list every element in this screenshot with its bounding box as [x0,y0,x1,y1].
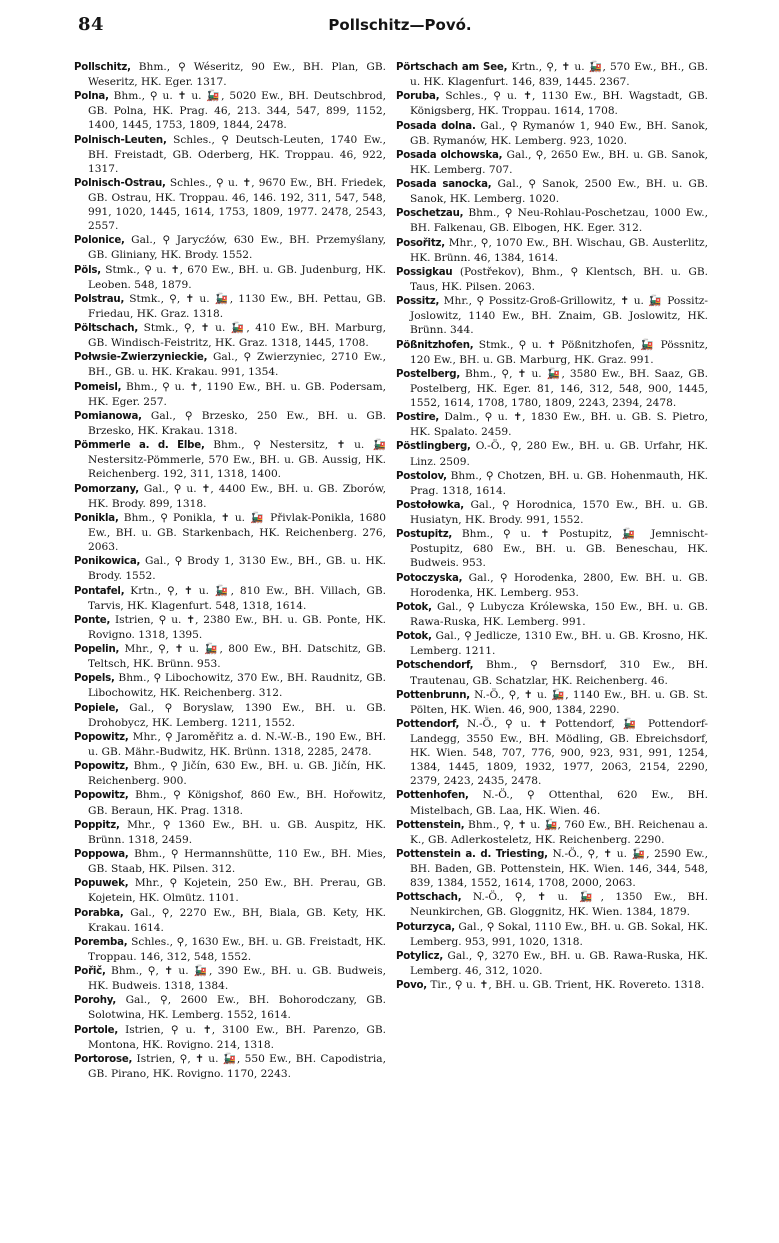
directory-entry [74,482,386,511]
entry-text: Gal., ⚲ Brody 1, 3130 Ew., BH., GB. u. HK. Brody. 1552. [88,555,386,583]
directory-entry [74,263,386,292]
directory-entry [396,658,708,687]
directory-entry [74,380,386,409]
entry-headword: Pottenstein a. d. Triesting, [396,849,548,861]
entry-headword: Possitz, [396,296,440,308]
entry-text: Gal., ⚲ Boryslaw, 1390 Ew., BH. u. GB. Drohobycz, HK. Lemberg. 1211, 1552. [88,701,386,729]
right-column [396,60,708,1240]
directory-entry [396,119,708,148]
entry-text: Gal., ⚲, 2270 Ew., BH, Biala, GB. Kety, HK. Krakau. 1614. [88,906,386,934]
entry-text: Mhr., ⚲, ✝ u. 🚂, 800 Ew., BH. Datschitz, GB. Teltsch, HK. Brünn. 953. [88,643,386,671]
left-column [74,60,386,1240]
entry-headword: Połwsie-Zwierzynieckie, [74,352,208,364]
running-head: Pollschitz—Povó. [328,16,472,34]
entry-headword: Pöls, [74,264,101,276]
directory-entry [396,469,708,498]
entry-headword: Postire, [396,412,440,424]
directory-entry [74,438,386,481]
entry-headword: Postołowka, [396,500,464,512]
entry-text: O.-Ö., ⚲, 280 Ew., BH. u. GB. Urfahr, HK. Linz. 2509. [410,440,708,468]
directory-entry [396,294,708,337]
directory-entry [396,890,708,919]
directory-entry [396,60,708,89]
entry-text: Krtn., ⚲, ✝ u. 🚂, 810 Ew., BH. Villach, GB. Tarvis, HK. Klagenfurt. 548, 1318, 1614. [88,584,386,612]
entry-text: Mhr., ⚲ Jaroměřitz a. d. N.-W.-B., 190 Ew., BH. u. GB. Mähr.-Budwitz, HK. Brünn. 1318, 2285, 2478. [88,730,386,758]
entry-headword: Pomeisl, [74,381,122,393]
entry-headword: Posada dolna. [396,120,476,132]
directory-entry [74,409,386,438]
directory-entry [74,906,386,935]
entry-text: Gal., ⚲ Zwierzyniec, 2710 Ew., BH., GB. u. HK. Krakau. 991, 1354. [88,351,386,379]
entry-headword: Polstrau, [74,293,125,305]
entry-headword: Pottenstein, [396,819,465,831]
entry-text: Gal., ⚲ Jarycźów, 630 Ew., BH. Przemyślany, GB. Gliniany, HK. Brody. 1552. [88,234,386,262]
directory-entry [396,148,708,177]
directory-entry [74,935,386,964]
entry-headword: Poruba, [396,91,440,103]
entry-headword: Polonice, [74,235,125,247]
entry-text: Gal., ⚲ Horodenka, 2800, Ew. BH. u. GB. Horodenka, HK. Lemberg. 953. [410,571,708,599]
entry-headword: Pottenbrunn, [396,689,470,701]
entry-text: Mhr., ⚲ Kojetein, 250 Ew., BH. Prerau, GB. Kojetein, HK. Olmütz. 1101. [88,877,386,905]
directory-entry [74,1023,386,1052]
entry-text: Stmk., ⚲ u. ✝, 670 Ew., BH. u. GB. Judenburg, HK. Leoben. 548, 1879. [88,263,386,291]
entry-text: Gal., ⚲ Sanok, 2500 Ew., BH. u. GB. Sanok, HK. Lemberg. 1020. [410,178,708,206]
entry-headword: Ponikla, [74,512,119,524]
entry-headword: Popowitz, [74,790,129,802]
entry-text: N.-Ö., ⚲ u. ✝ Pottendorf, 🚂 Pottendorf-Landegg, 3550 Ew., BH. Mödling, GB. Ebreichsdorf, HK. Wien. 548, 707, 776, 900, 923, 931, 991, 1254, 1384, 1445, 1809, 1932, 1977, 2063, 2154, 2290, 2379, 2423, 2435, 2478. [410,718,708,788]
entry-headword: Postupitz, [396,529,453,541]
entry-headword: Posada sanocka, [396,179,492,191]
directory-entry [74,759,386,788]
entry-headword: Postelberg, [396,368,460,380]
entry-headword: Popiele, [74,702,119,714]
directory-entry [74,89,386,132]
entry-headword: Poturzyca, [396,921,455,933]
entry-headword: Povo, [396,980,427,992]
entry-text: Bhm., ⚲ Libochowitz, 370 Ew., BH. Raudnitz, GB. Libochowitz, HK. Reichenberg. 312. [88,672,386,700]
entry-text: Bhm., ⚲ Neu-Rohlau-Poschetzau, 1000 Ew., BH. Falkenau, GB. Elbogen, HK. Eger. 312. [410,207,708,235]
entry-headword: Popowitz, [74,731,129,743]
entry-headword: Potoczyska, [396,572,463,584]
entry-text: Gal., ⚲ Lubycza Królewska, 150 Ew., BH. u. GB. Rawa-Ruska, HK. Lemberg. 991. [410,600,708,628]
directory-entry [74,350,386,379]
entry-text: Bhm., ⚲, ✝ u. 🚂, 760 Ew., BH. Reichenau a. K., GB. Adlerkosteletz, HK. Reichenberg. 2290. [410,818,708,846]
entry-text: Gal., ⚲, 3270 Ew., BH. u. GB. Rawa-Ruska, HK. Lemberg. 46, 312, 1020. [410,949,708,977]
directory-entry [396,527,708,570]
directory-entry [396,89,708,118]
entry-text: Bhm., ⚲ Nestersitz, ✝ u. 🚂 Nestersitz-Pömmerle, 570 Ew., BH. u. GB. Aussig, HK. Reichenberg. 192, 311, 1318, 1400. [88,439,386,481]
directory-entry [396,788,708,817]
page-number: 84 [78,14,105,35]
entry-text: Bhm., ⚲ Wéseritz, 90 Ew., BH. Plan, GB. Weseritz, HK. Eger. 1317. [88,61,386,89]
entry-headword: Popelin, [74,644,120,656]
entry-headword: Popuwek, [74,878,129,890]
directory-entry [74,511,386,554]
entry-text: Bhm., ⚲ Ponikla, ✝ u. 🚂 Přivlak-Ponikla, 1680 Ew., BH. u. GB. Starkenbach, HK. Reichenberg. 276, 2063. [88,511,386,553]
directory-entry [74,642,386,671]
directory-entry [396,206,708,235]
entry-headword: Posořitz, [396,237,445,249]
entry-headword: Polna, [74,91,109,103]
entry-text: Bhm., ⚲ Königshof, 860 Ew., BH. Hořowitz, GB. Beraun, HK. Prag. 1318. [88,789,386,817]
entry-text: N.-Ö., ⚲, ✝ u. 🚂, 1140 Ew., BH. u. GB. St. Pölten, HK. Wien. 46, 900, 1384, 2290. [410,688,708,716]
entry-headword: Pomorzany, [74,483,139,495]
entry-text: Istrien, ⚲ u. ✝, 2380 Ew., BH. u. GB. Ponte, HK. Rovigno. 1318, 1395. [88,613,386,641]
entry-text: Mhr., ⚲ Possitz-Groß-Grillowitz, ✝ u. 🚂 Possitz-Joslowitz, 1140 Ew., BH. Znaim, GB. Joslowitz, HK. Brünn. 344. [410,295,708,337]
directory-entry [396,367,708,410]
directory-entry [396,978,708,993]
directory-entry [74,964,386,993]
entry-text: Bhm., ⚲ Bernsdorf, 310 Ew., BH. Trautenau, GB. Schatzlar, HK. Reichenberg. 46. [410,659,708,687]
entry-headword: Ponte, [74,614,111,626]
entry-headword: Pöltschach, [74,323,139,335]
entry-headword: Poppowa, [74,849,129,861]
directory-entry [396,439,708,468]
directory-entry [74,788,386,817]
entry-headword: Poremba, [74,936,128,948]
directory-entry [74,701,386,730]
entry-text: (Postřekov), Bhm., ⚲ Klentsch, BH. u. GB. Taus, HK. Pilsen. 2063. [410,265,708,294]
entry-headword: Pomianowa, [74,411,142,422]
directory-entry [74,321,386,350]
directory-entry [74,133,386,176]
entry-text: Istrien, ⚲, ✝ u. 🚂, 550 Ew., BH. Capodistria, GB. Pirano, HK. Rovigno. 1170, 2243. [88,1053,386,1081]
entry-headword: Pottendorf, [396,719,460,731]
directory-entry [74,818,386,847]
entry-text: Tir., ⚲ u. ✝, BH. u. GB. Trient, HK. Rovereto. 1318. [430,979,705,992]
entry-headword: Poppitz, [74,819,120,831]
directory-entry [74,876,386,905]
entry-text: N.-Ö., ⚲, ✝ u. 🚂, 2590 Ew., BH. Baden, GB. Pottenstein, HK. Wien. 146, 344, 548, 839, 1384, 1552, 1614, 1708, 2000, 2063. [410,848,708,890]
entry-text: N.-Ö., ⚲, ✝ u. 🚂, 1350 Ew., BH. Neunkirchen, GB. Gloggnitz, HK. Wien. 1384, 1879. [410,891,708,919]
entry-text: Schles., ⚲, 1630 Ew., BH. u. GB. Freistadt, HK. Troppau. 146, 312, 548, 1552. [88,935,386,963]
entry-headword: Potok, [396,601,432,613]
entry-text: Schles., ⚲ Deutsch-Leuten, 1740 Ew., BH. Freistadt, GB. Oderberg, HK. Troppau. 46, 922, 1317. [88,133,386,175]
entry-text: Bhm., ⚲, ✝ u. 🚂, 390 Ew., BH. u. GB. Budweis, HK. Budweis. 1318, 1384. [88,965,386,993]
entry-headword: Postolov, [396,470,447,482]
directory-entry [74,60,386,89]
entry-headword: Possigkau [396,266,453,278]
entry-headword: Popowitz, [74,761,129,773]
entry-headword: Pöstlingberg, [396,441,471,453]
directory-entry [396,600,708,629]
directory-entry [74,233,386,262]
entry-headword: Pörtschach am See, [396,62,508,73]
entry-text: Gal., ⚲ Jedlicze, 1310 Ew., BH. u. GB. Krosno, HK. Lemberg. 1211. [410,630,708,658]
entry-text: Bhm., ⚲ u. ✝ Postupitz, 🚂 Jemnischt-Postupitz, 680 Ew., BH. u. GB. Beneschau, HK. Budweis. 953. [410,528,708,570]
entry-text: Bhm., ⚲ Chotzen, BH. u. GB. Hohenmauth, HK. Prag. 1318, 1614. [410,469,708,497]
entry-text: Mhr., ⚲ 1360 Ew., BH. u. GB. Auspitz, HK. Brünn. 1318, 2459. [88,818,386,846]
entry-headword: Porohy, [74,995,117,1007]
directory-entry [74,1052,386,1081]
directory-entry [74,554,386,583]
entry-text: Gal., ⚲, 2650 Ew., BH. u. GB. Sanok, HK. Lemberg. 707. [410,148,708,176]
entry-headword: Posada olchowska, [396,149,503,161]
directory-entry [396,410,708,439]
directory-entry [74,847,386,876]
entry-headword: Ponikowica, [74,556,141,568]
entry-headword: Porabka, [74,907,124,919]
entry-text: Schles., ⚲ u. ✝, 1130 Ew., BH. Wagstadt, GB. Königsberg, HK. Troppau. 1614, 1708. [410,90,708,118]
directory-entry [396,717,708,788]
entry-headword: Pořič, [74,966,106,978]
entry-headword: Potylicz, [396,950,443,962]
entry-headword: Portole, [74,1024,119,1036]
directory-entry [74,993,386,1022]
directory-entry [396,571,708,600]
entry-headword: Pottschach, [396,892,462,904]
entry-text: Schles., ⚲ u. ✝, 9670 Ew., BH. Friedek, GB. Ostrau, HK. Troppau. 46, 146. 192, 311, 547, 548, 991, 1020, 1445, 1614, 1753, 1809, 1977. 2478, 2543, 2557. [88,176,386,233]
directory-entry [74,671,386,700]
entry-headword: Potok, [396,631,432,643]
directory-entry [396,265,708,294]
directory-entry [396,920,708,949]
entry-text: Gal., ⚲ Rymanów 1, 940 Ew., BH. Sanok, GB. Rymanów, HK. Lemberg. 923, 1020. [410,119,708,147]
entry-headword: Pollschitz, [74,62,131,73]
directory-entry [74,613,386,642]
entry-headword: Pößnitzhofen, [396,339,474,351]
entry-text: Bhm., ⚲ Hermannshütte, 110 Ew., BH. Mies, GB. Staab, HK. Pilsen. 312. [88,848,386,876]
entry-text: Bhm., ⚲ u. ✝ u. 🚂, 5020 Ew., BH. Deutschbrod, GB. Polna, HK. Prag. 46, 213. 344, 547, 899, 1152, 1400, 1445, 1753, 1809, 1844, 2478. [88,90,386,132]
directory-entry [396,847,708,890]
entry-headword: Poschetzau, [396,208,464,220]
directory-entry [74,584,386,613]
directory-entry [396,688,708,717]
directory-entry [396,498,708,527]
entry-text: Krtn., ⚲, ✝ u. 🚂, 570 Ew., BH., GB. u. HK. Klagenfurt. 146, 839, 1445. 2367. [410,61,708,89]
entry-text: Gal., ⚲ Sokal, 1110 Ew., BH. u. GB. Sokal, HK. Lemberg. 953, 991, 1020, 1318. [410,920,708,948]
entry-headword: Pontafel, [74,585,125,597]
entry-headword: Pömmerle a. d. Elbe, [74,440,205,452]
entry-headword: Pottenhofen, [396,790,469,802]
entry-text: Gal., ⚲, 2600 Ew., BH. Bohorodczany, GB. Solotwina, HK. Lemberg. 1552, 1614. [88,994,386,1022]
entry-text: Stmk., ⚲ u. ✝ Pößnitzhofen, 🚂 Pössnitz, 120 Ew., BH. u. GB. Marburg, HK. Graz. 991. [410,338,708,366]
entry-text: Stmk., ⚲, ✝ u. 🚂, 410 Ew., BH. Marburg, GB. Windisch-Feistritz, HK. Graz. 1318, 1445, 1708. [88,322,386,350]
entry-text: Istrien, ⚲ u. ✝, 3100 Ew., BH. Parenzo, GB. Montona, HK. Rovigno. 214, 1318. [88,1023,386,1051]
entry-text: Stmk., ⚲, ✝ u. 🚂, 1130 Ew., BH. Pettau, GB. Friedau, HK. Graz. 1318. [88,292,386,320]
directory-entry [74,176,386,233]
directory-entry [396,629,708,658]
directory-entry [396,338,708,367]
entry-text: Mhr., ⚲, 1070 Ew., BH. Wischau, GB. Austerlitz, HK. Brünn. 46, 1384, 1614. [410,236,708,264]
entry-text: Gal., ⚲ Brzesko, 250 Ew., BH. u. GB. Brzesko, HK. Krakau. 1318. [88,410,386,438]
entry-text: Gal., ⚲ Horodnica, 1570 Ew., BH. u. GB. Husiatyn, HK. Brody. 991, 1552. [410,499,708,527]
directory-entry [396,236,708,265]
directory-entry [396,949,708,978]
entry-headword: Polnisch-Ostrau, [74,177,166,189]
entry-text: Dalm., ⚲ u. ✝, 1830 Ew., BH. u. GB. S. Pietro, HK. Spalato. 2459. [410,411,708,439]
entry-headword: Potschendorf, [396,660,474,672]
entry-headword: Polnisch-Leuten, [74,134,167,146]
entry-text: Bhm., ⚲ u. ✝, 1190 Ew., BH. u. GB. Podersam, HK. Eger. 257. [88,380,386,408]
entry-text: Gal., ⚲ u. ✝, 4400 Ew., BH. u. GB. Zborów, HK. Brody. 899, 1318. [88,482,386,510]
directory-entry [396,177,708,206]
entry-headword: Popels, [74,673,115,685]
entry-text: N.-Ö., ⚲ Ottenthal, 620 Ew., BH. Mistelbach, GB. Laa, HK. Wien. 46. [410,789,708,817]
entry-headword: Portorose, [74,1054,133,1065]
entry-text: Bhm., ⚲, ✝ u. 🚂, 3580 Ew., BH. Saaz, GB. Postelberg, HK. Eger. 81, 146, 312, 548, 900, 1445, 1552, 1614, 1708, 1780, 1809, 2243, 2394, 2478. [410,367,708,409]
entry-text: Bhm., ⚲ Jičín, 630 Ew., BH. u. GB. Jičín, HK. Reichenberg. 900. [88,760,386,788]
directory-entry [74,730,386,759]
directory-entry [74,292,386,321]
directory-entry [396,818,708,847]
